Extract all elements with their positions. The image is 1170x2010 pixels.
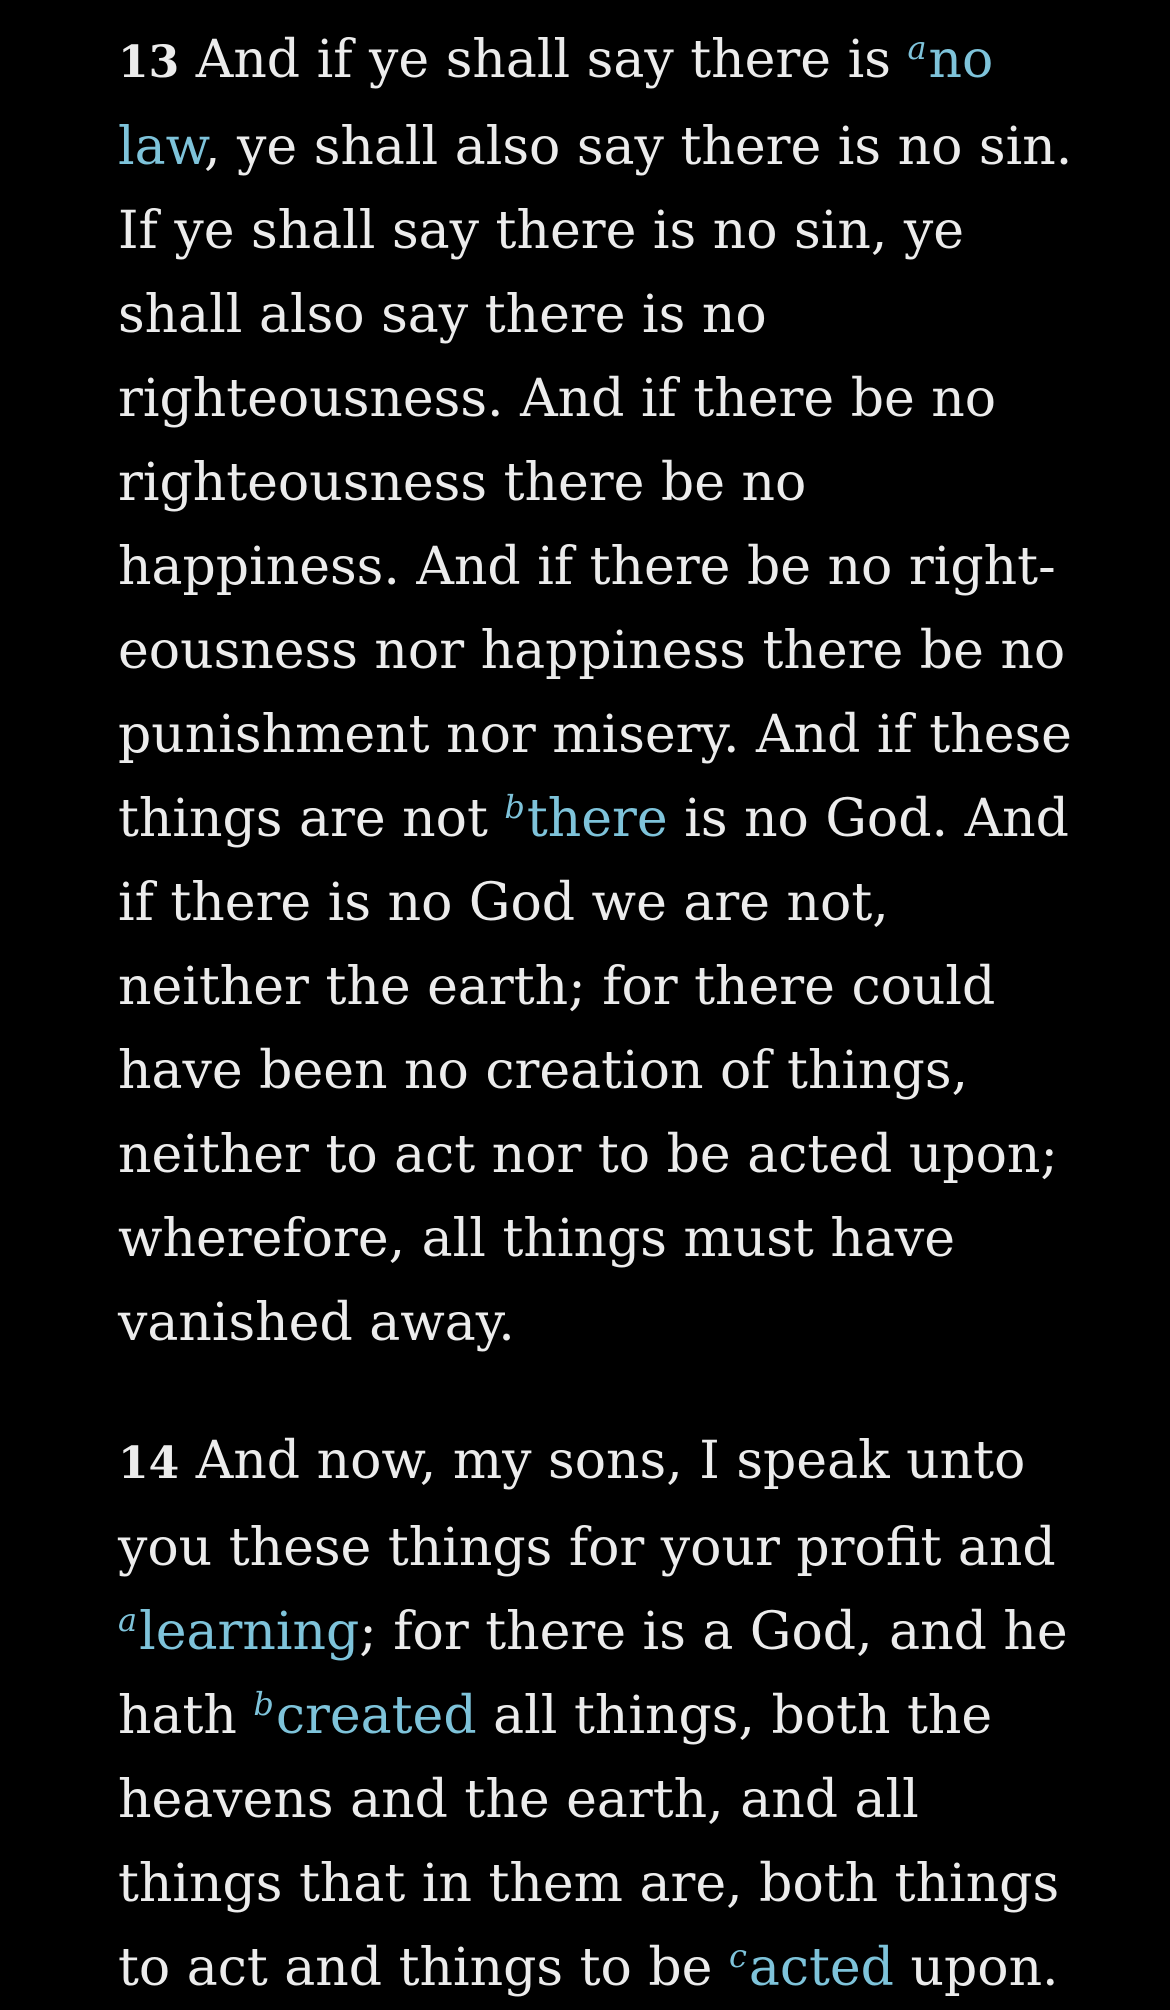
footnote-marker: a [118,1601,138,1639]
footnote-link-there[interactable] [504,789,667,849]
footnote-link-text: acted [748,1938,894,1998]
verse-number: 14 [118,1438,180,1489]
verse-text: upon. [893,1938,1059,1998]
verse-text: , ye shall also say there is no sin. If ye shall say there is no sin, ye shall also say there is no righteousness. And if there be no righteousness there be no happiness. And if there be no righteousness nor happiness there be no punishment nor misery. And if these things are not [118,117,1073,849]
verse-text: is no God. And if there is no God we are not, neither the earth; for there could have been no creation of things, neither to act nor to be acted upon; wherefore, all things must have vanished away. [118,789,1069,1353]
verse-13[interactable] [118,18,1078,1365]
footnote-marker: a [907,29,927,67]
footnote-link-acted[interactable] [729,1938,894,1998]
verse-text: And now, my sons, I speak unto you these things for your profit and [118,1431,1056,1578]
verse-text: all things, both the heavens and the earth, and all things that in them are, both things to act and things to be [118,1686,1060,1998]
verse-text: ; for there is a God, and he hath [118,1602,1068,1746]
footnote-marker: b [253,1685,274,1723]
footnote-link-text: created [275,1686,477,1746]
footnote-link-text: no law [118,30,994,177]
verse-14[interactable] [118,1419,1078,2010]
verse-number: 13 [118,37,180,88]
footnote-link-text: learning [139,1602,360,1662]
footnote-marker: b [504,788,525,826]
scripture-reader [118,18,1078,2010]
footnote-link-created[interactable] [253,1686,476,1746]
footnote-marker: c [728,1937,747,1975]
verse-text: And if ye shall say there is [179,30,908,90]
footnote-link-learning[interactable] [118,1602,359,1662]
footnote-link-text: there [526,789,668,849]
